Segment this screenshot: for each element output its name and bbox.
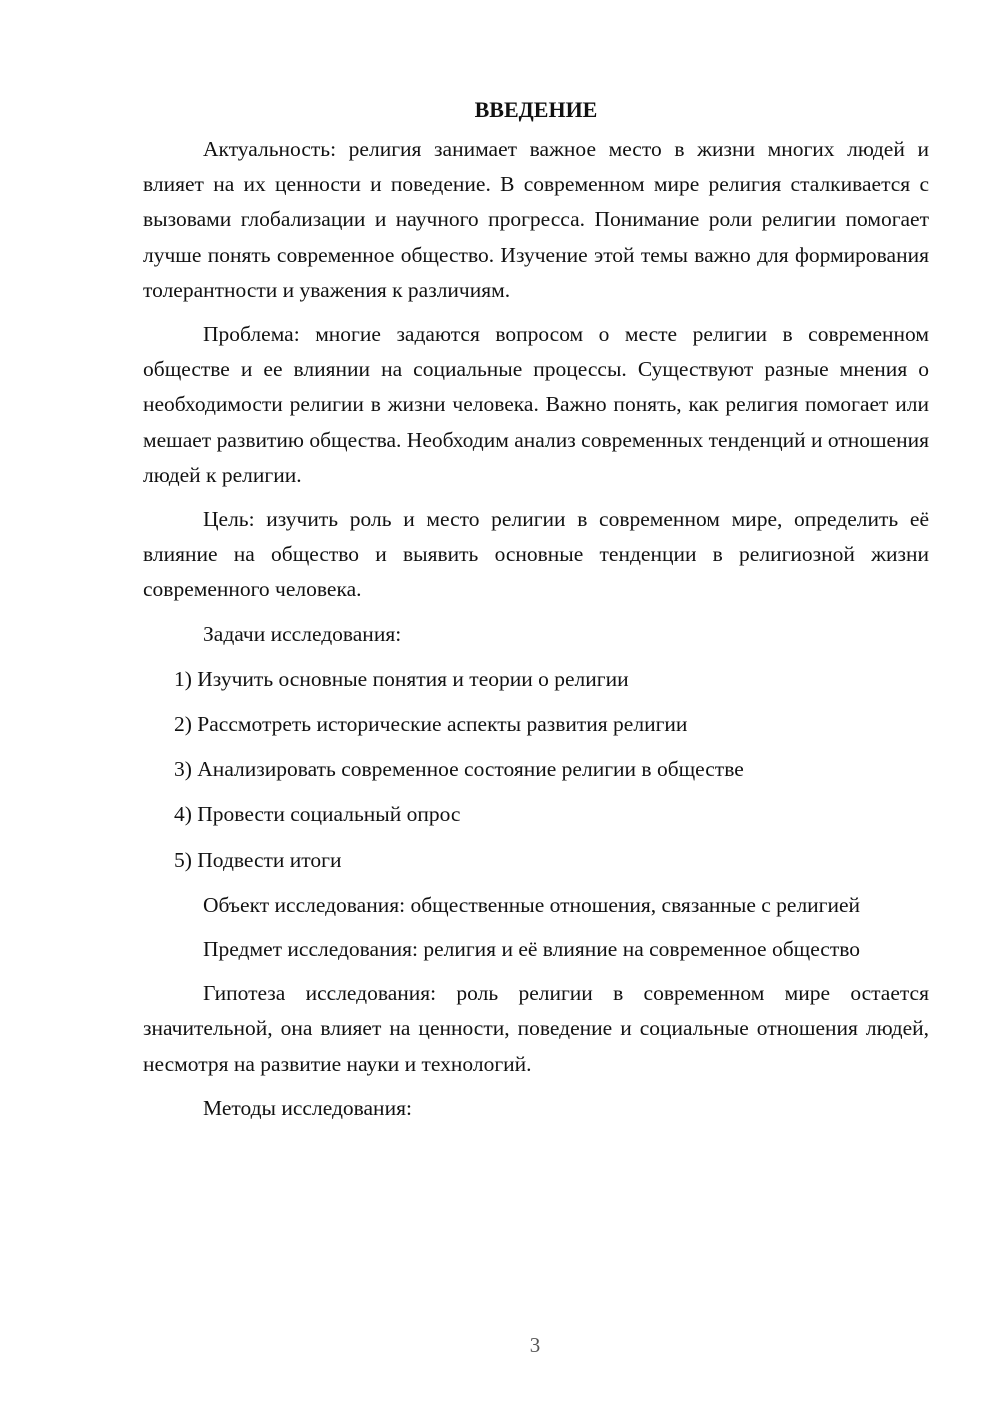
paragraph-subject: Предмет исследования: религия и её влияние на современное общество [203,937,860,962]
document-page [143,92,929,1136]
list-item: 3) Анализировать современное состояние религии в обществе [174,757,744,782]
tasks-list [143,662,929,878]
page-title: ВВЕДЕНИЕ [474,97,598,122]
paragraph-hypothesis: Гипотеза исследования: роль религии в современном мире остается значительной, она влияет на ценности, поведение и социальные отношения людей, несмотря на развитие науки и технологий. [143,981,929,1076]
page-number: 3 [529,1333,541,1357]
methods-heading: Методы исследования: [203,1095,412,1120]
list-item: 1) Изучить основные понятия и теории о религии [174,666,629,691]
list-item: 2) Рассмотреть исторические аспекты развития религии [174,712,688,737]
list-item: 4) Провести социальный опрос [174,802,461,827]
paragraph-object: Объект исследования: общественные отношения, связанные с религией [203,892,861,917]
paragraph-relevance: Актуальность: религия занимает важное место в жизни многих людей и влияет на их ценности и поведение. В современном мире религия сталкивается с вызовами глобализации и научного прогресса. Понимание роли религии помогает лучше понять современное общество. Изучение этой темы важно для формирования толерантности и уважения к различиям. [143,137,929,302]
tasks-heading: Задачи исследования: [203,621,402,646]
list-item: 5) Подвести итоги [174,847,342,872]
paragraph-goal: Цель: изучить роль и место религии в современном мире, определить её влияние на общество и выявить основные тенденции в религиозной жизни современного человека. [143,507,929,602]
paragraph-problem: Проблема: многие задаются вопросом о месте религии в современном обществе и ее влиянии на социальные процессы. Существуют разные мнения о необходимости религии в жизни человека. Важно понять, как религия помогает или мешает развитию общества. Необходим анализ современных тенденций и отношения людей к религии. [143,322,929,487]
